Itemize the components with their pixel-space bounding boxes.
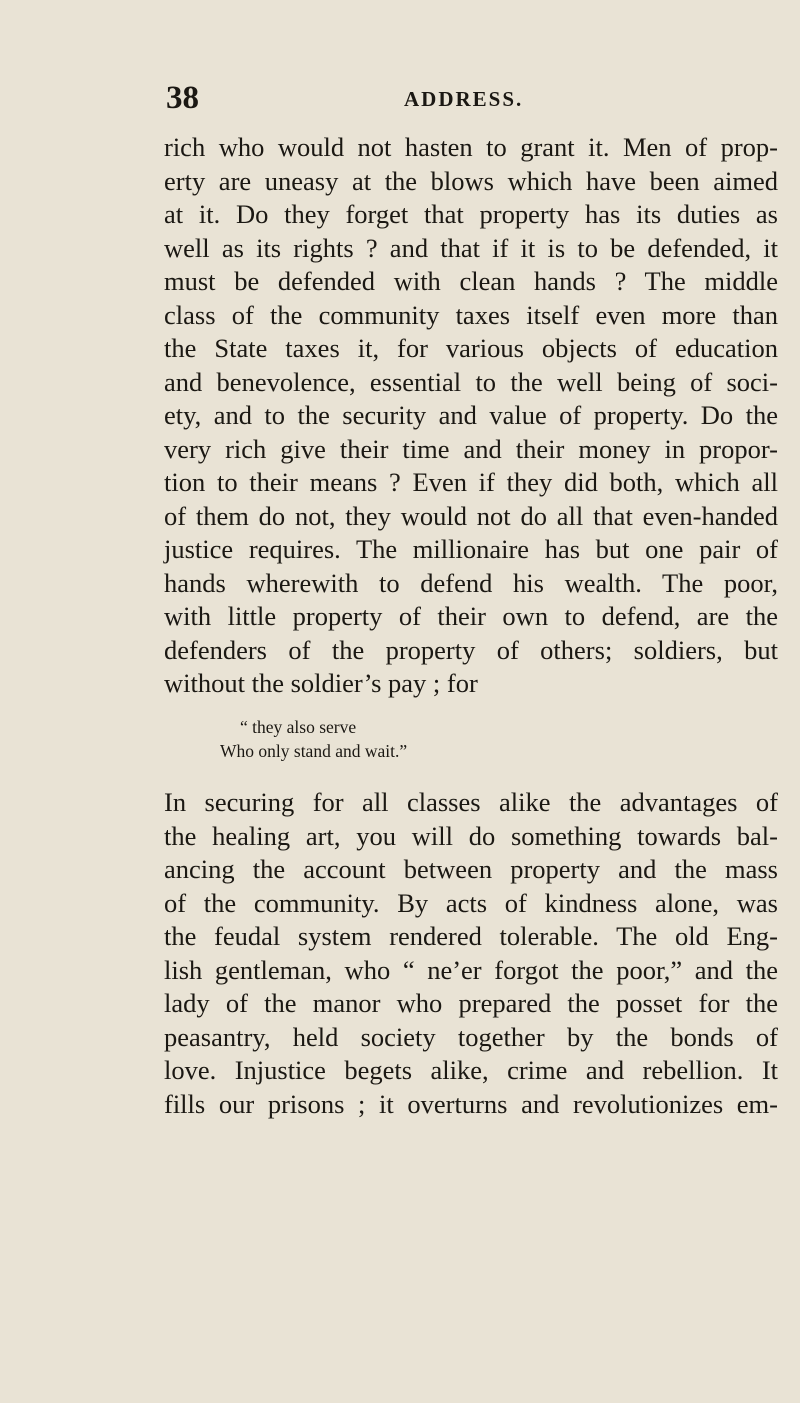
text-line: justice requires. The millionaire has but one pair of [164, 534, 778, 564]
text-line: of them do not, they would not do all that even-handed [164, 500, 778, 531]
text-line: the healing art, you will do something towards bal- [164, 820, 778, 851]
text-line: defenders of the property of others; soldiers, but [164, 634, 778, 665]
text-line: and benevolence, essential to the well being of soci- [164, 366, 778, 397]
text-line: well as its rights ? and that if it is to be defended, it [164, 232, 778, 263]
text-line: must be defended with clean hands ? The middle [164, 266, 778, 296]
text-line: with little property of their own to defend, are the [164, 601, 778, 631]
running-head: ADDRESS. [404, 87, 524, 111]
text-line: tion to their means ? Even if they did both, which all [164, 467, 778, 497]
page-number: 38 [166, 80, 199, 116]
text-line: lish gentleman, who “ ne’er forgot the poor,” and the [164, 954, 778, 985]
text-line: lady of the manor who prepared the posset for the [164, 988, 778, 1018]
text-line: rich who would not hasten to grant it. Men of prop- [164, 132, 778, 162]
text-line: of the community. By acts of kindness alone, was [164, 887, 778, 918]
text-line: fills our prisons ; it overturns and revolutionizes em- [164, 1088, 778, 1119]
text-line: class of the community taxes itself even more than [164, 299, 778, 330]
verse-quotation [220, 715, 560, 763]
text-line: In securing for all classes alike the advantages of [164, 787, 778, 817]
text-line: the State taxes it, for various objects of education [164, 333, 778, 363]
quote-line: Who only stand and wait.” [220, 741, 408, 761]
text-line: erty are uneasy at the blows which have been aimed [164, 165, 778, 196]
text-line: love. Injustice begets alike, crime and rebellion. It [164, 1055, 778, 1085]
quote-line: “ they also serve [240, 717, 357, 737]
paragraph-two [164, 786, 778, 1121]
paragraph-one [164, 131, 778, 701]
text-line: ancing the account between property and the mass [164, 854, 778, 884]
text-line: ety, and to the security and value of property. Do the [164, 400, 778, 430]
text-line: hands wherewith to defend his wealth. The poor, [164, 567, 778, 598]
text-line: peasantry, held society together by the bonds of [164, 1021, 778, 1052]
text-line: at it. Do they forget that property has its duties as [164, 199, 778, 229]
text-line: the feudal system rendered tolerable. The old Eng- [164, 921, 778, 951]
text-line: without the soldier’s pay ; for [164, 668, 478, 698]
text-line: very rich give their time and their money in propor- [164, 433, 778, 464]
page-header [166, 78, 776, 118]
